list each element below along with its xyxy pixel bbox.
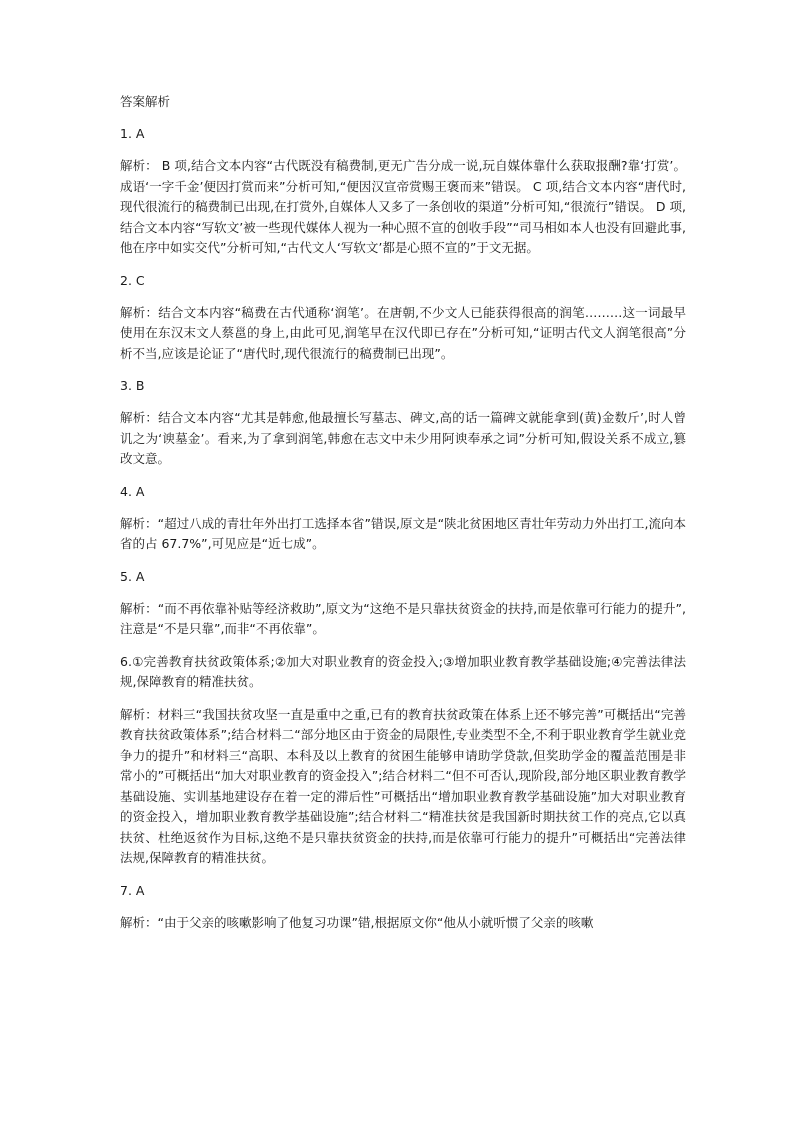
answer-document <box>120 92 686 945</box>
question-number: 7. A <box>120 882 145 898</box>
answer-item-1 <box>120 124 686 259</box>
answer-item-4 <box>120 482 686 555</box>
question-number: 5. A <box>120 568 145 584</box>
explanation-text: 解析：“超过八成的青壮年外出打工选择本省”错误,原文是“陕北贫困地区青壮年劳动力外出打工,流向本省的占 67.7%”,可见应是“近七成”。 <box>120 515 686 551</box>
question-number: 1. A <box>120 126 145 141</box>
answer-item-5 <box>120 567 686 640</box>
explanation-text: 解析： B 项,结合文本内容“古代既没有稿费制,更无广告分成一说,玩自媒体靠什么获取报酬?靠‘打赏’。成语‘一字千金’便因打赏而来”分析可知,“便因汉宣帝赏赐王褒而来”错误。 C 项,结合文本内容“唐代时,现代很流行的稿费制已出现,在打赏外,自媒体人又多了一条创收的渠道”分析可知,“很流行”错误。 D 项,结合文本内容“写软文’被一些现代媒体人视为一种心照不宣的创收手段”“司马相如本人也没有回避此事,他在序中如实交代”分析可知,“古代文人‘写软文’都是心照不宣的”于文无据。 <box>120 158 686 255</box>
explanation-text: 解析：材料三“我国扶贫攻坚一直是重中之重,已有的教育扶贫政策在体系上还不够完善”可概括出“完善教育扶贫政策体系”;结合材料二“部分地区由于资金的局限性,专业类型不全,不利于职业教育学生就业竞争力的提升”和材料三“高职、本科及以上教育的贫困生能够申请助学贷款,但奖助学金的覆盖范围是非常小的”可概括出“加大对职业教育的资金投入”;结合材料二“但不可否认,现阶段,部分地区职业教育教学基础设施、实训基地建设存在着一定的滞后性”可概括出“增加职业教育教学基础设施”加大对职业教育的资金投入，增加职业教育教学基础设施”;结合材料二“精准扶贫是我国新时期扶贫工作的亮点,它以真扶贫、杜绝返贫作为目标,这绝不是只靠扶贫资金的扶持,而是依靠可行能力的提升”可概括出“完善法律法规,保障教育的精准扶贫。 <box>120 706 686 865</box>
explanation-text: 解析：结合文本内容“尤其是韩愈,他最擅长写墓志、碑文,高的话一篇碑文就能拿到(黄)金数斤’,时人曾讥之为‘谀墓金’。看来,为了拿到润笔,韩愈在志文中未少用阿谀奉承之词”分析可知,假设关系不成立,篡改文意。 <box>120 410 686 466</box>
question-number: 2. C <box>120 272 145 288</box>
answer-item-7 <box>120 881 686 934</box>
answer-item-3 <box>120 376 686 470</box>
page-title: 答案解析 <box>120 94 171 109</box>
question-number: 4. A <box>120 483 145 499</box>
explanation-text: 解析：结合文本内容“稿费在古代通称‘润笔’。在唐朝,不少文人已能获得很高的润笔………这一词最早使用在东汉末文人蔡邕的身上,由此可见,润笔早在汉代即已存在”分析可知,“证明古代文人润笔很高”分析不当,应该是论证了“唐代时,现代很流行的稿费制已出现”。 <box>120 304 686 361</box>
answer-item-6 <box>120 652 686 869</box>
answer-item-2 <box>120 271 686 365</box>
answer-text: 6.①完善教育扶贫政策体系;②加大对职业教育的资金投入;③增加职业教育教学基础设施;④完善法律法规,保障教育的精准扶贫。 <box>120 653 686 689</box>
question-number: 3. B <box>120 378 145 393</box>
explanation-text: 解析：“由于父亲的咳嗽影响了他复习功课”错,根据原文你“他从小就听惯了父亲的咳嗽 <box>120 914 594 930</box>
explanation-text: 解析：“而不再依靠补贴等经济救助”,原文为“这绝不是只靠扶贫资金的扶持,而是依靠可行能力的提升”,注意是“不是只靠”,而非“不再依靠”。 <box>120 600 686 636</box>
